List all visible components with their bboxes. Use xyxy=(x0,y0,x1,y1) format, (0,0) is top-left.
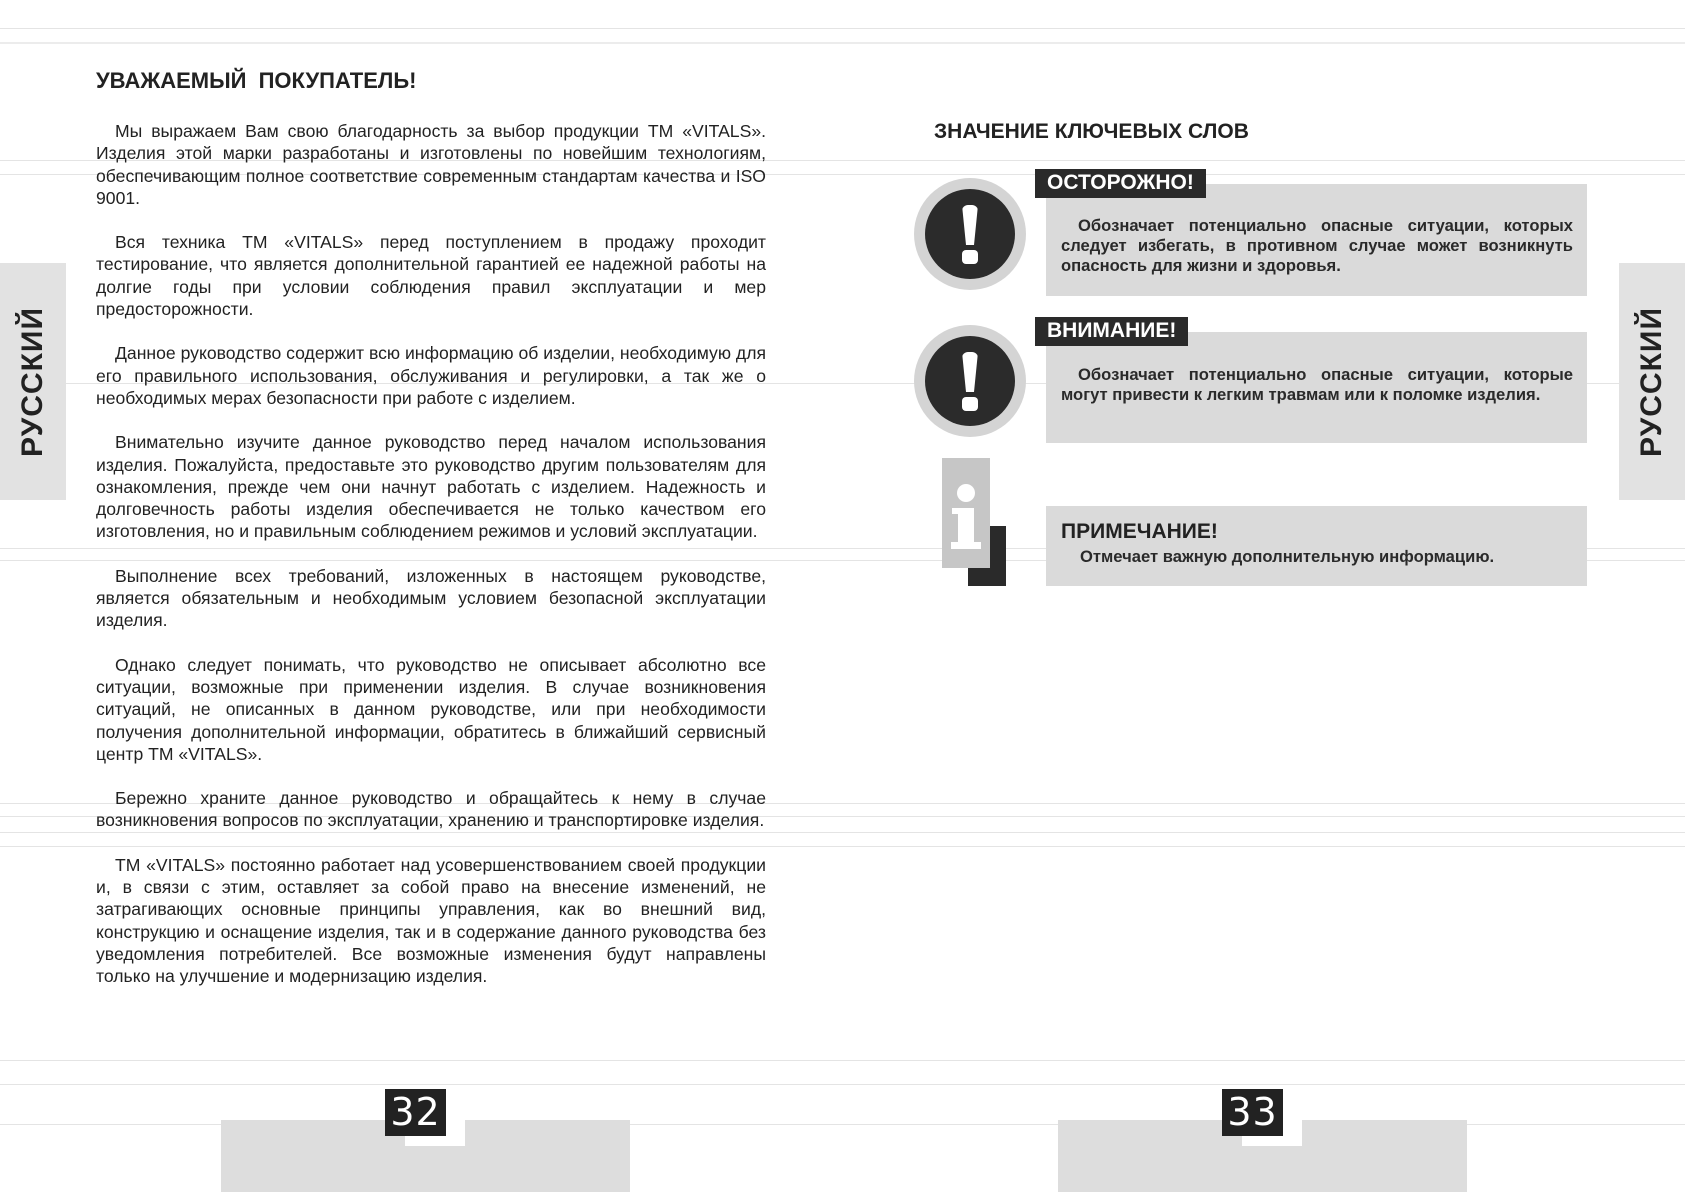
caution-label: ОСТОРОЖНО! xyxy=(1035,169,1206,198)
paragraph: Данное руководство содержит всю информацию об изделии, необходимую для его правильного использования, обслуживания и регулировки, а так же о необходимых мерах безопасности при работе с изделием. xyxy=(96,343,766,408)
page-number-right: 33 xyxy=(1222,1089,1283,1136)
paragraph: Мы выражаем Вам свою благодарность за выбор продукции ТМ «VITALS». Изделия этой марки разработаны и изготовлены по новейшим технологиям, обеспечивающим полное соответствие современным стандартам качества и ISO 9001. xyxy=(96,121,766,208)
decor-line xyxy=(0,1060,1685,1061)
intro-text xyxy=(96,120,766,1010)
language-tab-right xyxy=(1619,263,1685,500)
exclamation-icon xyxy=(914,325,1026,437)
paragraph: Выполнение всех требований, изложенных в настоящем руководстве, является обязательным и необходимым условием безопасной эксплуатации изделия. xyxy=(96,565,766,631)
caution-text: Обозначает потенциально опасные ситуации, которых следует избегать, в противном случае может возникнуть опасность для жизни и здоровья. xyxy=(1061,216,1573,275)
warning-text: Обозначает потенциально опасные ситуации, которые могут привести к легким травмам или к поломке изделия. xyxy=(1061,365,1573,404)
paragraph: Однако следует понимать, что руководство не описывает абсолютно все ситуации, возможные при применении изделия. В случае возникновения ситуаций, не описанных в данном руководстве, или при необходимости получения дополнительной информации, обратитесь в ближайший сервисный центр ТМ «VITALS». xyxy=(96,654,766,764)
paragraph: Бережно храните данное руководство и обращайтесь к нему в случае возникновения вопросов по эксплуатации, хранению и транспортировке изделия. xyxy=(96,788,766,831)
paragraph: ТМ «VITALS» постоянно работает над усовершенствованием своей продукции и, в связи с этим, оставляет за собой право на внесение изменений, не затрагивающих основные принципы управления, как во внешний вид, конструкцию и оснащение изделия, так и в содержание данного руководства без уведомления потребителей. Все возможные изменения будут направлены только на улучшение и модернизацию изделия. xyxy=(96,854,766,987)
language-tab-left xyxy=(0,263,66,500)
paragraph: Вся техника ТМ «VITALS» перед поступлением в продажу проходит тестирование, что является дополнительной гарантией ее надежной работы на долгие годы при условии соблюдения правил эксплуатации и мер предосторожности. xyxy=(96,232,766,320)
decor-line xyxy=(0,42,1685,44)
exclamation-icon xyxy=(914,178,1026,290)
page-number-left: 32 xyxy=(385,1089,446,1136)
info-icon xyxy=(942,458,1006,586)
note-box xyxy=(1046,506,1587,586)
decor-line xyxy=(0,1084,1685,1085)
note-label: ПРИМЕЧАНИЕ! xyxy=(1061,520,1218,543)
section-title: ЗНАЧЕНИЕ КЛЮЧЕВЫХ СЛОВ xyxy=(934,120,1249,143)
note-text: Отмечает важную дополнительную информацию. xyxy=(1080,547,1495,566)
language-tab-label: РУССКИЙ xyxy=(1635,306,1669,457)
page-title: УВАЖАЕМЫЙ ПОКУПАТЕЛЬ! xyxy=(96,68,417,93)
paragraph: Внимательно изучите данное руководство перед началом использования изделия. Пожалуйста, предоставьте это руководство другим пользователям для ознакомления, прежде чем они начнут работать с изделием. Надежность и долговечность работы изделия обеспечивается не только качеством его изготовления, но и правильным соблюдением режимов и условий эксплуатации. xyxy=(96,432,766,542)
warning-label: ВНИМАНИЕ! xyxy=(1035,317,1188,346)
decor-line xyxy=(0,28,1685,29)
language-tab-label: РУССКИЙ xyxy=(16,306,50,457)
